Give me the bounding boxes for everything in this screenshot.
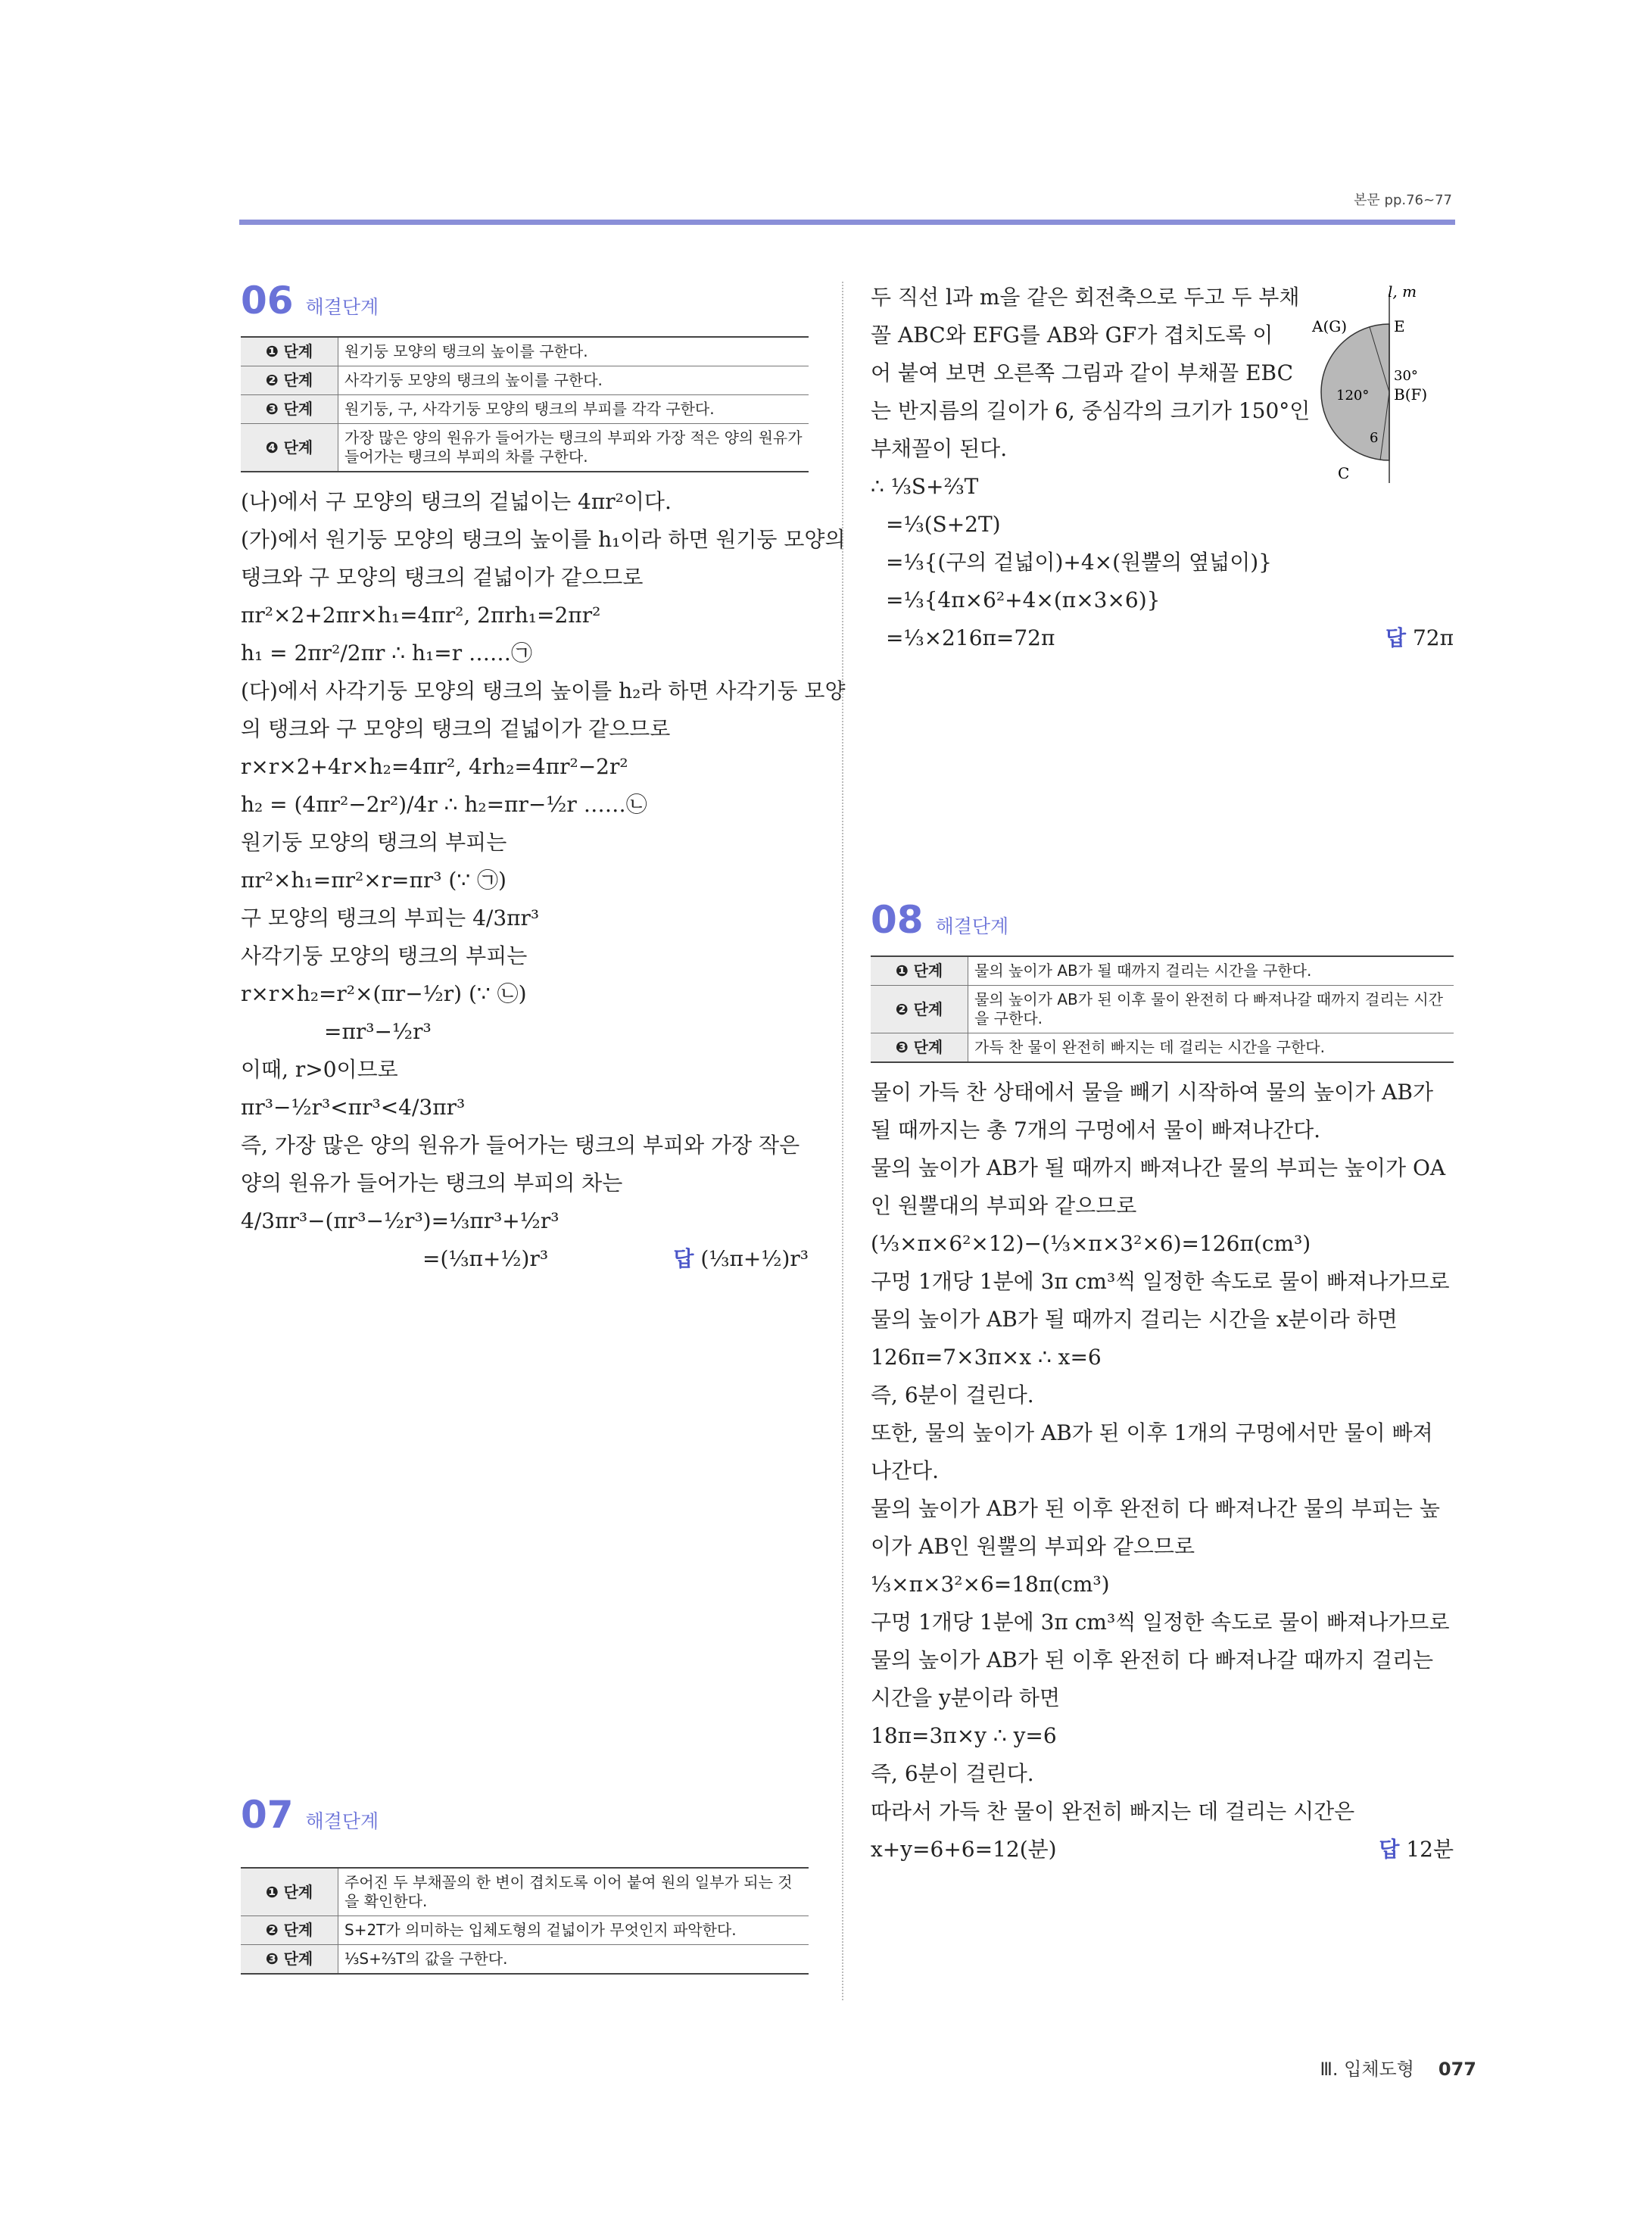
answer-label: 답 xyxy=(1379,1837,1400,1862)
text-line: 사각기둥 모양의 탱크의 부피는 xyxy=(241,943,528,968)
text-line: ∴ ⅓S+⅔T xyxy=(871,474,979,499)
text-line: =⅓×216π=72π xyxy=(886,625,1055,650)
text-line: 될 때까지는 총 7개의 구멍에서 물이 빠져나간다. xyxy=(871,1118,1321,1142)
table-row: ❹ 단계 가장 많은 양의 원유가 들어가는 탱크의 부피와 가장 적은 양의 원유가 들어가는 탱크의 부피의 차를 구한다. xyxy=(241,424,809,472)
text-line: 두 직선 l과 m을 같은 회전축으로 두고 두 부채 xyxy=(871,285,1300,310)
text-line: 인 원뿔대의 부피와 같으므로 xyxy=(871,1193,1137,1218)
text-line: 양의 원유가 들어가는 탱크의 부피의 차는 xyxy=(241,1170,623,1195)
point-b-label: B(F) xyxy=(1394,385,1428,404)
text-line: 따라서 가득 찬 물이 완전히 빠지는 데 걸리는 시간은 xyxy=(871,1799,1355,1824)
text-line: 물의 높이가 AB가 된 이후 완전히 다 빠져나간 물의 부피는 높 xyxy=(871,1496,1440,1521)
chapter-title: Ⅲ. 입체도형 xyxy=(1320,2059,1414,2080)
section-07-heading xyxy=(241,1793,809,1837)
text-line: ⅓×π×3²×6=18π(cm³) xyxy=(871,1572,1110,1597)
section-number: 06 xyxy=(241,279,294,323)
answer-value: 72π xyxy=(1412,625,1454,650)
text-line: 나간다. xyxy=(871,1458,940,1483)
text-line: πr²×2+2πr×h₁=4πr², 2πrh₁=2πr² xyxy=(241,603,601,628)
section-label: 해결단계 xyxy=(935,915,1009,937)
section-label: 해결단계 xyxy=(305,296,379,318)
answer-line xyxy=(871,619,1454,657)
steps-table-07 xyxy=(241,1867,809,1975)
solution-08 xyxy=(871,1074,1454,1869)
text-line: 원기둥 모양의 탱크의 부피는 xyxy=(241,830,507,855)
text-line: 탱크와 구 모양의 탱크의 겉넓이가 같으므로 xyxy=(241,565,644,590)
text-line: 또한, 물의 높이가 AB가 된 이후 1개의 구멍에서만 물이 빠져 xyxy=(871,1420,1433,1445)
text-line: 즉, 6분이 걸린다. xyxy=(871,1761,1034,1786)
text-line: =(⅓π+½)r³ xyxy=(422,1246,549,1271)
table-row: ❶ 단계 주어진 두 부채꼴의 한 변이 겹치도록 이어 붙여 원의 일부가 되는 것을 확인한다. xyxy=(241,1868,809,1916)
section-08-heading xyxy=(871,898,1454,942)
text-line: 구 모양의 탱크의 부피는 4/3πr³ xyxy=(241,906,540,930)
text-line: 즉, 가장 많은 양의 원유가 들어가는 탱크의 부피와 가장 작은 xyxy=(241,1133,800,1158)
point-c-label: C xyxy=(1338,464,1350,482)
answer-label: 답 xyxy=(673,1246,694,1271)
text-line: 의 탱크와 구 모양의 탱크의 겉넓이가 같으므로 xyxy=(241,716,671,741)
answer-label: 답 xyxy=(1385,625,1407,650)
text-line: 구멍 1개당 1분에 3π cm³씩 일정한 속도로 물이 빠져나가므로 xyxy=(871,1269,1450,1294)
text-line: 는 반지름의 길이가 6, 중심각의 크기가 150°인 xyxy=(871,398,1311,423)
text-line: 어 붙여 보면 오른쪽 그림과 같이 부채꼴 EBC xyxy=(871,360,1294,385)
table-row: ❸ 단계 ⅓S+⅔T의 값을 구한다. xyxy=(241,1945,809,1975)
text-line: (가)에서 원기둥 모양의 탱크의 높이를 h₁이라 하면 원기둥 모양의 xyxy=(241,527,846,552)
page-reference: 본문 pp.76~77 xyxy=(1354,192,1452,208)
answer-line xyxy=(241,1240,809,1278)
section-number: 07 xyxy=(241,1793,294,1837)
text-line: 물의 높이가 AB가 될 때까지 걸리는 시간을 x분이라 하면 xyxy=(871,1307,1398,1332)
steps-table-08 xyxy=(871,955,1454,1063)
answer-value: (⅓π+½)r³ xyxy=(700,1246,809,1271)
text-line: πr²×h₁=πr²×r=πr³ (∵ ㉠) xyxy=(241,868,507,893)
text-line: 이가 AB인 원뿔의 부피와 같으므로 xyxy=(871,1534,1195,1559)
text-line: x+y=6+6=12(분) xyxy=(871,1837,1057,1862)
point-a-label: A(G) xyxy=(1312,317,1348,335)
section-label: 해결단계 xyxy=(305,1810,379,1832)
length-6-label: 6 xyxy=(1370,430,1379,446)
text-line: 4/3πr³−(πr³−½r³)=⅓πr³+½r³ xyxy=(241,1208,559,1233)
text-line: 18π=3π×y ∴ y=6 xyxy=(871,1723,1057,1748)
text-line: h₁ = 2πr²/2πr ∴ h₁=r ……㉠ xyxy=(241,641,533,666)
text-line: =πr³−½r³ xyxy=(324,1019,432,1044)
text-line: 부채꼴이 된다. xyxy=(871,436,1008,461)
text-line: (나)에서 구 모양의 탱크의 겉넓이는 4πr²이다. xyxy=(241,489,672,514)
table-row: ❸ 단계 가득 찬 물이 완전히 빠지는 데 걸리는 시간을 구한다. xyxy=(871,1033,1454,1063)
angle-120-label: 120° xyxy=(1336,388,1370,404)
table-row: ❶ 단계 원기둥 모양의 탱크의 높이를 구한다. xyxy=(241,337,809,366)
text-line: 즉, 6분이 걸린다. xyxy=(871,1382,1034,1407)
text-line: r×r×h₂=r²×(πr−½r) (∵ ㉡) xyxy=(241,981,527,1006)
axis-label: l, m xyxy=(1388,282,1417,301)
section-07-block xyxy=(241,1793,809,1975)
text-line: h₂ = (4πr²−2r²)/4r ∴ h₂=πr−½r ……㉡ xyxy=(241,792,647,817)
table-row: ❸ 단계 원기둥, 구, 사각기둥 모양의 탱크의 부피를 각각 구한다. xyxy=(241,395,809,424)
text-line: 물이 가득 찬 상태에서 물을 빼기 시작하여 물의 높이가 AB가 xyxy=(871,1080,1434,1105)
page-number: 077 xyxy=(1438,2059,1476,2080)
point-e-label: E xyxy=(1394,317,1405,335)
answer-value: 12분 xyxy=(1406,1837,1454,1862)
text-line: 물의 높이가 AB가 될 때까지 빠져나간 물의 부피는 높이가 OA xyxy=(871,1155,1446,1180)
text-line: r×r×2+4r×h₂=4πr², 4rh₂=4πr²−2r² xyxy=(241,754,628,779)
section-number: 08 xyxy=(871,898,924,942)
text-line: 이때, r>0이므로 xyxy=(241,1057,398,1082)
text-line: (다)에서 사각기둥 모양의 탱크의 높이를 h₂라 하면 사각기둥 모양 xyxy=(241,678,846,703)
text-line: =⅓{(구의 겉넓이)+4×(원뿔의 옆넓이)} xyxy=(886,550,1272,575)
section-06-heading xyxy=(241,279,809,323)
text-line: =⅓(S+2T) xyxy=(886,512,1001,537)
angle-30-label: 30° xyxy=(1394,368,1418,384)
left-column xyxy=(241,279,846,1278)
text-line: πr³−½r³<πr³<4/3πr³ xyxy=(241,1095,466,1120)
steps-table-06 xyxy=(241,336,809,472)
table-row: ❶ 단계 물의 높이가 AB가 될 때까지 걸리는 시간을 구한다. xyxy=(871,956,1454,986)
answer-line xyxy=(871,1831,1454,1869)
text-line: =⅓{4π×6²+4×(π×3×6)} xyxy=(886,588,1161,613)
text-line: 시간을 y분이라 하면 xyxy=(871,1685,1061,1710)
right-column xyxy=(871,279,1454,1869)
text-line: 꼴 ABC와 EFG를 AB와 GF가 겹치도록 이 xyxy=(871,323,1273,348)
text-line: 물의 높이가 AB가 된 이후 완전히 다 빠져나갈 때까지 걸리는 xyxy=(871,1647,1434,1672)
header-rule xyxy=(239,220,1455,225)
text-line: (⅓×π×6²×12)−(⅓×π×3²×6)=126π(cm³) xyxy=(871,1231,1311,1256)
table-row: ❷ 단계 물의 높이가 AB가 된 이후 물이 완전히 다 빠져나갈 때까지 걸리는 시간을 구한다. xyxy=(871,986,1454,1033)
solution-06 xyxy=(241,483,846,1278)
table-row: ❷ 단계 S+2T가 의미하는 입체도형의 겉넓이가 무엇인지 파악한다. xyxy=(241,1916,809,1945)
sector-figure xyxy=(1306,279,1457,491)
page-footer xyxy=(1320,2054,1476,2081)
text-line: 구멍 1개당 1분에 3π cm³씩 일정한 속도로 물이 빠져나가므로 xyxy=(871,1610,1450,1635)
table-row: ❷ 단계 사각기둥 모양의 탱크의 높이를 구한다. xyxy=(241,366,809,395)
text-line: 126π=7×3π×x ∴ x=6 xyxy=(871,1345,1102,1370)
